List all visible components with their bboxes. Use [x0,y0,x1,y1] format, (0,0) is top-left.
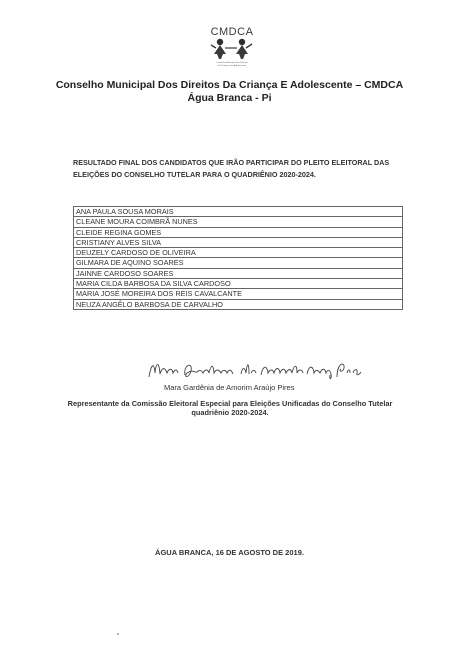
candidate-name: ANA PAULA SOUSA MORAIS [74,207,403,217]
table-row [74,268,403,278]
candidate-name: MARIA JOSÉ MOREIRA DOS REIS CAVALCANTE [74,289,403,299]
logo-caption-line2: da Criança e do Adolescente [218,65,246,67]
candidate-name: JAINNE CARDOSO SOARES [74,268,403,278]
candidate-name: DEUZELY CARDOSO DE OLIVEIRA [74,248,403,258]
table-row [74,207,403,217]
representative-caption-line2: quadriênio 2020-2024. [191,408,269,417]
table-row [74,237,403,247]
result-heading-line1: RESULTADO FINAL DOS CANDIDATOS QUE IRÃO PARTICIPAR DO PLEITO ELEITORAL DAS [73,158,390,167]
result-heading [73,157,413,180]
document-date: ÁGUA BRANCA, 16 DE AGOSTO DE 2019. [155,548,304,557]
cmdca-logo [196,24,268,74]
logo-caption-line1: Conselho Municipal dos Direitos [216,62,248,64]
table-row [74,217,403,227]
candidate-name: CLEIDE REGINA GOMES [74,227,403,237]
logo-brand-text: CMDCA [210,26,254,38]
cmdca-logo-mark [196,24,268,62]
table-row [74,248,403,258]
candidate-name: NEUZA ANGÊLO BARBOSA DE CARVALHO [74,299,403,309]
candidate-name: CLEANE MOURA COIMBRÃ NUNES [74,217,403,227]
candidate-name: MARIA CILDA BARBOSA DA SILVA CARDOSO [74,279,403,289]
child-figure-right-icon [236,39,252,59]
table-row [74,299,403,309]
table-row [74,279,403,289]
handwritten-signature [145,355,365,385]
candidate-name: CRISTIANY ALVES SILVA [74,237,403,247]
scan-speck [117,633,119,635]
table-row [74,289,403,299]
candidates-table [73,206,403,310]
council-title: Conselho Municipal Dos Direitos Da Criança E Adolescente – CMDCA [55,79,404,91]
signer-printed-name: Mara Gardênia de Amorim Araújo Pires [164,383,295,392]
table-row [74,227,403,237]
candidate-name: GILMARA DE AQUINO SOARES [74,258,403,268]
table-row [74,258,403,268]
city-subtitle: Água Branca - Pi [187,92,272,104]
representative-caption-line1: Representante da Comissão Eleitoral Especial para Eleições Unificadas do Conselho Tutelar [67,399,393,408]
child-figure-left-icon [211,39,226,59]
result-heading-line2: ELEIÇÕES DO CONSELHO TUTELAR PARA O QUADRIÊNIO 2020-2024. [73,169,316,179]
